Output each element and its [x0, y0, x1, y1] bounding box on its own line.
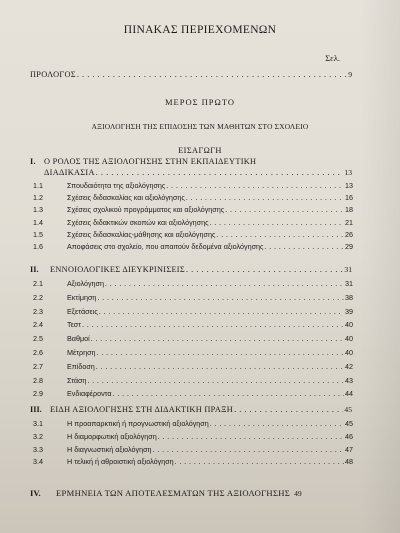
toc-item-2-7 [33, 362, 353, 374]
item-number: 2.5 [33, 334, 43, 344]
page-shadow [360, 0, 400, 533]
item-number: 2.9 [33, 389, 43, 399]
toc-item-3-2 [33, 432, 353, 444]
item-number: 1.2 [33, 193, 43, 203]
item-page: 18 [345, 205, 353, 215]
leader-dots [158, 432, 344, 441]
chapter-1-title [30, 157, 256, 166]
leader-dots [210, 218, 344, 227]
item-number: 2.7 [33, 361, 43, 371]
leader-dots [265, 242, 345, 251]
toc-item-1-2 [33, 193, 353, 205]
toc-item-1-5 [33, 230, 353, 242]
item-label: Εξετάσεις [67, 306, 98, 316]
leader-dots [210, 419, 344, 428]
leader-dots [234, 405, 343, 414]
leader-dots [153, 445, 344, 454]
item-number: 2.6 [33, 348, 43, 357]
item-label: Βαθμοί [67, 334, 90, 344]
item-page: 46 [345, 431, 353, 441]
item-label: Στάση [67, 375, 87, 385]
toc-item-2-8 [33, 376, 353, 388]
introduction-heading: ΕΙΣΑΓΩΓΗ [178, 146, 222, 155]
leader-dots [216, 230, 344, 239]
item-number: 1.5 [33, 229, 43, 239]
toc-item-1-6 [33, 242, 353, 254]
chapter-1-entry [44, 168, 352, 181]
leader-dots [186, 193, 344, 202]
leader-dots [166, 181, 344, 190]
toc-item-1-3 [33, 205, 353, 217]
prologue-page: 9 [348, 70, 352, 79]
toc-item-2-4 [33, 320, 353, 332]
item-page: 45 [345, 419, 353, 428]
chapter-4-entry [30, 488, 352, 501]
toc-item-3-1 [33, 419, 353, 431]
item-page: 43 [345, 375, 353, 385]
item-label: Σχέσεις διδασκαλίας-μάθησης και αξιολόγησης [67, 229, 216, 239]
item-page: 48 [345, 457, 353, 467]
chapter-3-entry [30, 405, 352, 418]
chapter-1-title-line1: Ο ΡΟΛΟΣ ΤΗΣ ΑΞΙΟΛΟΓΗΣΗΣ ΣΤΗΝ ΕΚΠΑΙΔΕΥΤΙΚΗ [44, 157, 257, 166]
page-column-label: Σελ. [325, 53, 340, 63]
chapter-4-number: IV. [30, 488, 41, 498]
toc-item-1-1 [33, 181, 353, 193]
leader-dots [113, 389, 344, 398]
toc-item-2-1 [33, 279, 353, 291]
item-label: Σχέσεις σχολικού προγράμματος και αξιολόγησης [67, 205, 225, 215]
item-number: 3.3 [33, 444, 43, 454]
item-page: 16 [345, 193, 353, 203]
leader-dots [77, 70, 347, 79]
chapter-1-page: 13 [344, 168, 352, 177]
item-page: 40 [345, 334, 353, 344]
toc-item-1-4 [33, 218, 353, 230]
item-number: 3.4 [33, 457, 43, 467]
item-page: 44 [345, 389, 353, 399]
chapter-4-page: 49 [294, 489, 302, 498]
item-number: 3.2 [33, 431, 43, 441]
item-label: Ενδιαφέροντα [67, 389, 112, 399]
item-label: Αποφάσεις στο σχολείο, που απαιτούν δεδομένα αξιολόγησης [67, 242, 264, 251]
leader-dots [97, 348, 344, 357]
item-number: 2.4 [33, 320, 43, 330]
prologue-label: ΠΡΟΛΟΓΟΣ [30, 70, 76, 79]
item-label: Η προαπαρκτική ή προγνωστική αξιολόγηση [67, 419, 209, 428]
chapter-1-number: I. [30, 157, 36, 166]
item-label: Σχέσεις διδακτικών σκοπών και αξιολόγησης [67, 217, 209, 227]
leader-dots [175, 457, 344, 466]
chapter-2-number: II. [30, 265, 39, 274]
item-page: 13 [345, 181, 353, 190]
item-number: 2.2 [33, 292, 43, 302]
item-page: 21 [345, 217, 353, 227]
item-label: Μέτρηση [67, 348, 96, 357]
chapter-3-title: ΕΙΔΗ ΑΞΙΟΛΟΓΗΣΗΣ ΣΤΗ ΔΙΔΑΚΤΙΚΗ ΠΡΑΞΗ [50, 405, 234, 414]
item-page: 47 [345, 444, 353, 454]
toc-item-3-3 [33, 445, 353, 457]
toc-item-2-6 [33, 348, 353, 360]
prologue-entry [30, 70, 352, 83]
toc-item-2-5 [33, 334, 353, 346]
item-number: 2.3 [33, 306, 43, 316]
item-number: 3.1 [33, 419, 43, 428]
item-number: 1.3 [33, 205, 43, 215]
leader-dots [87, 376, 344, 385]
item-page: 29 [345, 242, 353, 251]
item-label: Η τελική ή αθροιστική αξιολόγηση [67, 457, 174, 467]
toc-item-2-3 [33, 307, 353, 319]
item-page: 40 [345, 320, 353, 330]
leader-dots [96, 168, 344, 177]
item-label: Τεστ [67, 320, 82, 330]
leader-dots [105, 279, 344, 288]
chapter-3-page: 45 [344, 405, 352, 414]
leader-dots [97, 293, 344, 302]
chapter-4-title: ΕΡΜΗΝΕΙΑ ΤΩΝ ΑΠΟΤΕΛΕΣΜΑΤΩΝ ΤΗΣ ΑΞΙΟΛΟΓΗΣΗΣ [56, 488, 291, 498]
part-title: ΜΕΡΟΣ ΠΡΩΤΟ [164, 97, 236, 107]
item-label: Σχέσεις διδασκαλίας και αξιολόγησης [67, 193, 185, 203]
item-label: Σπουδαιότητα της αξιολόγησης [67, 181, 166, 190]
item-label: Αξιολόγηση [67, 279, 104, 288]
item-page: 40 [345, 348, 353, 357]
item-number: 1.4 [33, 217, 43, 227]
item-label: Η διαγνωστική αξιολόγηση [67, 444, 152, 454]
leader-dots [225, 205, 344, 214]
item-label: Εκτίμηση [67, 292, 97, 302]
leader-dots [96, 362, 344, 371]
chapter-2-title: ΕΝΝΟΙΟΛΟΓΙΚΕΣ ΔΙΕΥΚΡΙΝΙΣΕΙΣ [50, 265, 186, 274]
item-page: 26 [345, 229, 353, 239]
leader-dots [186, 265, 343, 274]
chapter-2-page: 31 [344, 265, 352, 274]
item-number: 2.8 [33, 375, 43, 385]
item-label: Η διαμορφωτική αξιολόγηση [67, 431, 157, 441]
item-number: 1.6 [33, 242, 43, 251]
toc-item-3-4 [33, 457, 353, 469]
item-page: 42 [345, 361, 353, 371]
chapter-2-entry [30, 265, 352, 278]
chapter-3-number: III. [30, 405, 42, 414]
toc-title: ΠΙΝΑΚΑΣ ΠΕΡΙΕΧΟΜΕΝΩΝ [123, 24, 277, 36]
leader-dots [82, 320, 344, 329]
item-number: 2.1 [33, 279, 43, 288]
item-page: 38 [345, 292, 353, 302]
toc-item-2-9 [33, 389, 353, 401]
item-label: Επίδοση [67, 361, 95, 371]
item-page: 39 [345, 306, 353, 316]
part-subtitle: ΑΞΙΟΛΟΓΗΣΗ ΤΗΣ ΕΠΙΔΟΣΗΣ ΤΩΝ ΜΑΘΗΤΩΝ ΣΤΟ ΣΧΟΛΕΙΟ [91, 122, 309, 131]
leader-dots [91, 334, 344, 343]
item-page: 31 [345, 279, 353, 288]
chapter-1-title-line2: ΔΙΑΔΙΚΑΣΙΑ [44, 168, 95, 177]
item-number: 1.1 [33, 181, 43, 190]
leader-dots [99, 307, 344, 316]
toc-item-2-2 [33, 293, 353, 305]
